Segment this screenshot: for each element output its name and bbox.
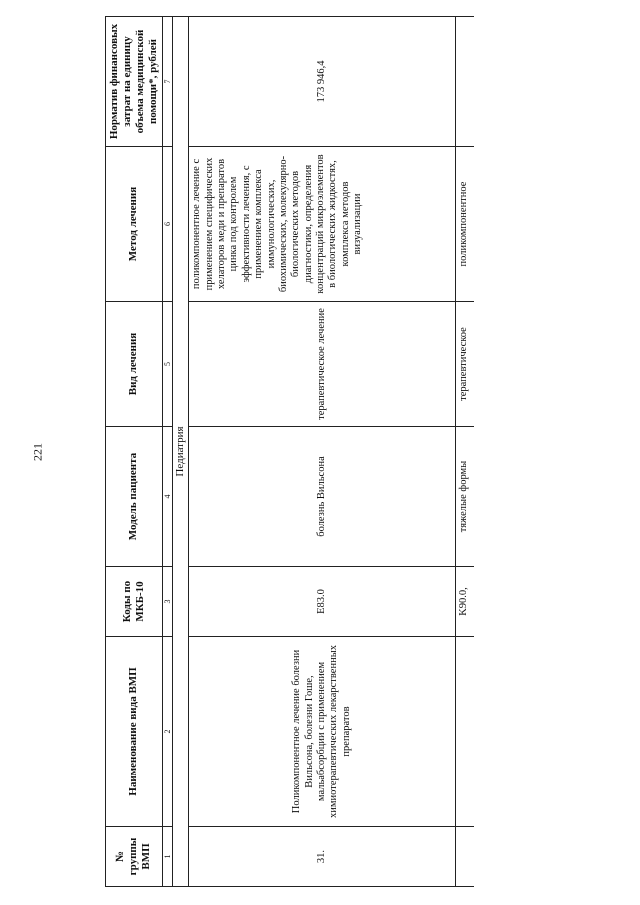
section-row bbox=[173, 17, 189, 887]
header-cost-norm: Норматив финансовых затрат на единицу объема медицинской помощи*, рублей bbox=[106, 17, 163, 147]
col-num: 1 bbox=[162, 827, 172, 887]
vmp-name: Поликомпонентное лечение болезни Вильсона, болезни Гоше, мальабсорбции с применением химиотерапевтических лекарственных препаратов bbox=[189, 637, 456, 827]
cost-norm: 173 946,4 bbox=[189, 17, 456, 147]
vmp-name bbox=[456, 637, 475, 827]
table-row bbox=[189, 17, 456, 887]
icd-code: E83.0 bbox=[189, 567, 456, 637]
header-treatment-method: Метод лечения bbox=[106, 147, 163, 302]
col-num: 2 bbox=[162, 637, 172, 827]
patient-model: тяжелые формы bbox=[456, 427, 475, 567]
col-num: 4 bbox=[162, 427, 172, 567]
page-number: 221 bbox=[30, 443, 45, 461]
col-num: 3 bbox=[162, 567, 172, 637]
column-number-row bbox=[162, 17, 172, 887]
header-row bbox=[106, 17, 163, 887]
vmp-table bbox=[105, 16, 474, 887]
col-num: 7 bbox=[162, 17, 172, 147]
rotated-table-container bbox=[105, 17, 535, 887]
treatment-type: терапевтическое лечение bbox=[189, 302, 456, 427]
treatment-method: поликомпонентное bbox=[456, 147, 475, 302]
patient-model: болезнь Вильсона bbox=[189, 427, 456, 567]
treatment-method: поликомпонентное лечение с применением специфических хелаторов меди и препаратов цинка под контролем эффективности лечения, с применением комплекса иммунологических, биохимических, молекулярно-биологических методов диагностики, определения концентраций микроэлементов в биологических жидкостях, комплекса методов визуализации bbox=[189, 147, 456, 302]
col-num: 6 bbox=[162, 147, 172, 302]
group-number: 31. bbox=[189, 827, 456, 887]
cost-norm bbox=[456, 17, 475, 147]
header-patient-model: Модель пациента bbox=[106, 427, 163, 567]
table-row bbox=[456, 17, 475, 887]
group-number bbox=[456, 827, 475, 887]
icd-code: K90.0, bbox=[456, 567, 475, 637]
header-icd-codes: Коды по МКБ-10 bbox=[106, 567, 163, 637]
header-group-number: № группы ВМП bbox=[106, 827, 163, 887]
header-vmp-name: Наименование вида ВМП bbox=[106, 637, 163, 827]
header-treatment-type: Вид лечения bbox=[106, 302, 163, 427]
col-num: 5 bbox=[162, 302, 172, 427]
treatment-type: терапевтическое bbox=[456, 302, 475, 427]
section-title: Педиатрия bbox=[173, 17, 189, 887]
